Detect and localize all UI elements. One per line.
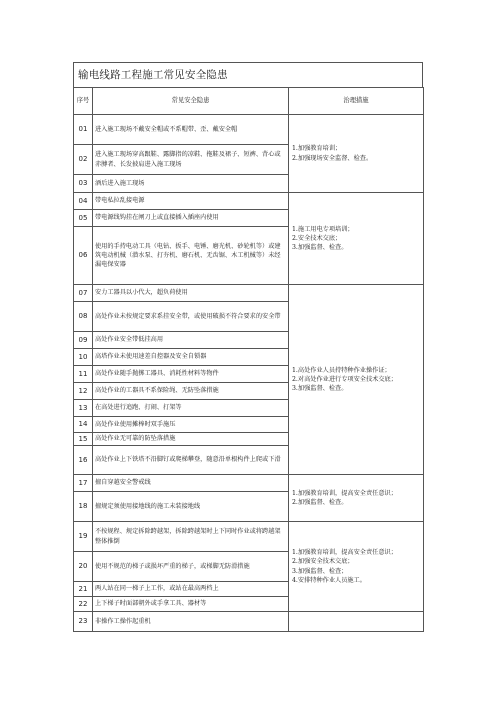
measure-line: 3.加强监督、检查； <box>292 567 348 575</box>
hazard-text: 高处作业无可靠的防坠落措施 <box>93 433 289 446</box>
table-row <box>74 612 424 632</box>
table-row <box>74 522 424 552</box>
row-number: 22 <box>74 597 93 612</box>
measure-line: 4.安排特种作业人员施工。 <box>292 576 366 584</box>
measure-line: 1.加强教育培训，提高安全责任意识； <box>292 548 397 556</box>
header-no: 序号 <box>74 88 93 115</box>
hazard-text: 使用不规范的梯子或损坏严重的梯子，或梯脚无防滑措施 <box>93 552 289 582</box>
hazard-text: 在高处进行追跑、打闹、打架等 <box>93 400 289 417</box>
measure-cell <box>289 193 424 285</box>
hazard-text: 高塔作业未使用速差自控器及安全自锁器 <box>93 349 289 366</box>
row-number: 06 <box>74 227 93 285</box>
hazard-text: 高处作业安全带低挂高用 <box>93 332 289 349</box>
measure-line: 1.高处作业人员持特种作业操作证； <box>292 366 391 374</box>
header-hazard: 常见安全隐患 <box>93 88 289 115</box>
hazard-text: 非操作工操作起重机 <box>93 612 289 632</box>
row-number: 10 <box>74 349 93 366</box>
hazard-text: 酒后进入施工现场 <box>93 175 289 193</box>
measure-line: 2.加强安全技术交底； <box>292 558 354 566</box>
row-number: 11 <box>74 366 93 383</box>
row-number: 21 <box>74 582 93 597</box>
row-number: 07 <box>74 285 93 302</box>
hazard-text: 高处作业未按规定要求系挂安全带，或使用破损不符合要求的安全带 <box>93 302 289 332</box>
row-number: 13 <box>74 400 93 417</box>
hazard-text: 两人站在同一梯子上工作，或站在最高两档上 <box>93 582 289 597</box>
row-number: 17 <box>74 475 93 492</box>
hazard-text: 擅规定须使用接地线的施工未装接地线 <box>93 492 289 522</box>
table-row <box>74 285 424 302</box>
hazard-text: 进入施工现场不戴安全帽或不系帽带、歪、戴安全帽 <box>93 115 289 145</box>
hazard-text: 高处作业随手抛掷工器具、消耗性材料等物件 <box>93 366 289 383</box>
measure-line: 1.加强教育培训，提高安全责任意识； <box>292 489 397 497</box>
row-number: 18 <box>74 492 93 522</box>
measure-cell <box>289 475 424 522</box>
hazard-text: 带电源线钩挂在闸刀上或直接插入插座内使用 <box>93 210 289 227</box>
hazard-text: 进入施工现场穿高跟鞋、露脚指的凉鞋、拖鞋及裙子、短裤、背心或赤膊者、长发披肩进入施工现场 <box>93 145 289 175</box>
row-number: 09 <box>74 332 93 349</box>
row-number: 23 <box>74 612 93 632</box>
header-measure: 治理措施 <box>289 88 424 115</box>
measure-cell <box>289 522 424 612</box>
hazard-text: 带电私拉乱接电源 <box>93 193 289 210</box>
hazard-text: 高处作业的工器具不系保险绳、无防坠落措施 <box>93 383 289 400</box>
measure-line: 2.加强监督、检查。 <box>292 499 348 506</box>
row-number: 04 <box>74 193 93 210</box>
table-row <box>74 475 424 492</box>
measure-line: 3.加强监督、检查。 <box>292 385 348 393</box>
table-row <box>74 115 424 145</box>
row-number: 12 <box>74 383 93 400</box>
hazard-text: 擅自穿越安全警戒线 <box>93 475 289 492</box>
hazard-table <box>73 87 424 632</box>
hazard-text: 上下梯子时面部朝外或手拿工具、器材等 <box>93 597 289 612</box>
measure-line: 3.加强监督、检查。 <box>292 244 348 252</box>
hazard-text: 不按规程、规定拆除跨越架，拆除跨越架时上下同时作业或将跨越架整体推倒 <box>93 522 289 552</box>
row-number: 20 <box>74 552 93 582</box>
measure-cell <box>289 115 424 193</box>
hazard-text: 高处作业使用摊棒时双手施压 <box>93 417 289 433</box>
table-row <box>74 193 424 210</box>
measure-line: 2.对高处作业进行专项安全技术交底； <box>292 375 397 383</box>
row-number: 01 <box>74 115 93 145</box>
row-number: 15 <box>74 433 93 446</box>
measure-cell-empty <box>289 612 424 632</box>
row-number: 03 <box>74 175 93 193</box>
row-number: 14 <box>74 417 93 433</box>
measure-line: 1.施工用电专项培训； <box>292 225 354 233</box>
table-header-row <box>74 88 424 115</box>
document-sheet <box>73 62 423 632</box>
hazard-text: 使用的手持电动工具（电钻、扳手、电锤、磨光机、砂轮机等）或建筑电动机械（潜水泵、打夯机、磨石机、无齿锯、木工机械等）未经漏电保安器 <box>93 227 289 285</box>
row-number: 08 <box>74 302 93 332</box>
measure-line: 2.安全技术交底； <box>292 234 342 242</box>
document-title: 输电线路工程施工常见安全隐患 <box>73 62 423 87</box>
measure-line: 2.加强现场安全监督、检查。 <box>292 154 373 162</box>
row-number: 02 <box>74 145 93 175</box>
measure-cell <box>289 285 424 475</box>
measure-line: 1.加强教育培训； <box>292 145 342 153</box>
row-number: 16 <box>74 446 93 475</box>
hazard-text: 高处作业上下铁塔不沿脚钉或爬梯攀登，随意沿单根构件上爬或下滑 <box>93 446 289 475</box>
hazard-text: 安力工器具以小代大，超负荷使用 <box>93 285 289 302</box>
row-number: 05 <box>74 210 93 227</box>
row-number: 19 <box>74 522 93 552</box>
